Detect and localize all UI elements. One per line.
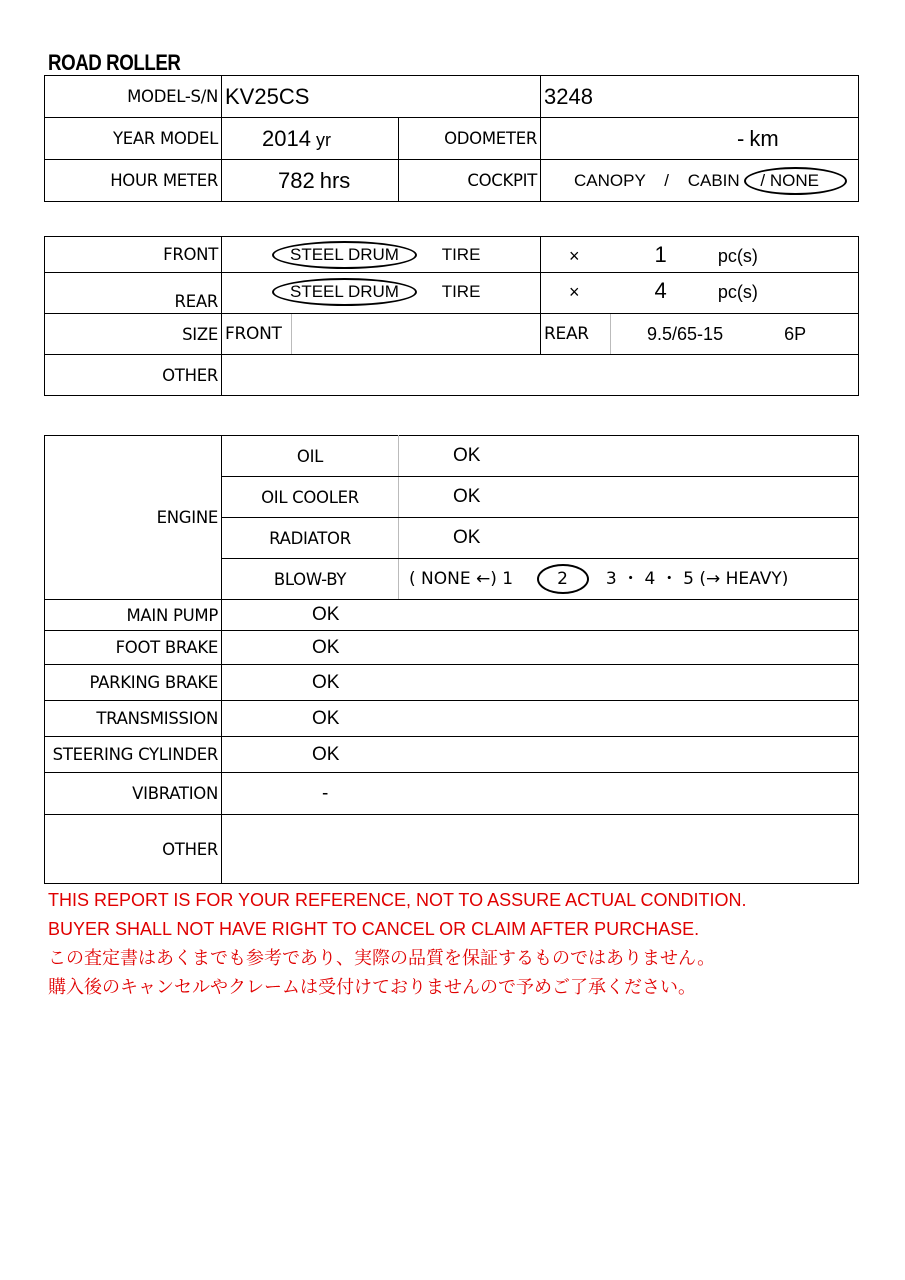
disclaimer-line: この査定書はあくまでも参考であり、実際の品質を保証するものではありません。 [48, 948, 716, 968]
transmission-row [45, 701, 859, 737]
front-qty-unit: pc(s) [717, 245, 758, 266]
tire-table [44, 236, 859, 396]
foot-brake-row [45, 631, 859, 665]
engine-label: ENGINE [45, 436, 222, 600]
tire-other-label: OTHER [45, 355, 222, 396]
parking-brake-label: PARKING BRAKE [45, 665, 222, 701]
model-sn-label: MODEL-S/N [45, 76, 222, 118]
front-qty-cell [541, 237, 859, 273]
hour-row [45, 160, 859, 202]
hour-unit: hrs [319, 167, 351, 193]
model-value: KV25CS [222, 76, 541, 118]
year-row [45, 118, 859, 160]
foot-brake-value: OK [222, 631, 859, 665]
rear-qty-cell [541, 273, 859, 314]
page-title: ROAD ROLLER [48, 50, 181, 75]
inspection-other-value [222, 815, 859, 884]
blowby-selected-value: 2 [537, 564, 589, 594]
year-model-label: YEAR MODEL [45, 118, 222, 160]
inspection-other-row [45, 815, 859, 884]
tire-other-row [45, 355, 859, 396]
rear-tire-option: TIRE [441, 282, 481, 301]
foot-brake-label: FOOT BRAKE [45, 631, 222, 665]
odometer-unit: km [749, 125, 779, 151]
size-rear-label: REAR [541, 314, 611, 355]
disclaimer [48, 886, 746, 1002]
year-unit: yr [315, 129, 331, 150]
oil-value: OK [399, 436, 859, 477]
blowby-scale [399, 559, 859, 600]
radiator-label: RADIATOR [222, 518, 399, 559]
main-pump-row [45, 600, 859, 631]
rear-times: × [569, 282, 580, 302]
odometer-label: ODOMETER [399, 118, 541, 160]
odometer-value: - [737, 125, 745, 151]
size-front-label: FRONT [222, 314, 292, 355]
front-label: FRONT [45, 237, 222, 273]
parking-brake-value: OK [222, 665, 859, 701]
front-qty: 1 [654, 241, 667, 267]
rear-label: REAR [45, 273, 222, 314]
hour-meter-label: HOUR METER [45, 160, 222, 202]
size-row [45, 314, 859, 355]
steering-cylinder-value: OK [222, 737, 859, 773]
oil-cooler-value: OK [399, 477, 859, 518]
radiator-value: OK [399, 518, 859, 559]
inspection-other-label: OTHER [45, 815, 222, 884]
disclaimer-line: BUYER SHALL NOT HAVE RIGHT TO CANCEL OR CLAIM AFTER PURCHASE. [48, 919, 700, 939]
rear-tire-row [45, 273, 859, 314]
vibration-value: - [222, 773, 859, 815]
front-steel-drum-selected: STEEL DRUM [272, 241, 417, 269]
main-pump-value: OK [222, 600, 859, 631]
size-rear-cell [611, 314, 859, 355]
model-row [45, 76, 859, 118]
odometer-cell [541, 118, 859, 160]
blowby-scale-end: 3 ・ 4 ・ 5 (→ HEAVY) [605, 569, 789, 589]
size-front-value [292, 314, 541, 355]
rear-qty: 4 [654, 278, 667, 303]
vibration-label: VIBRATION [45, 773, 222, 815]
hour-cell [222, 160, 399, 202]
machine-info-table [44, 75, 859, 202]
oil-label: OIL [222, 436, 399, 477]
front-tire-row [45, 237, 859, 273]
year-cell [222, 118, 399, 160]
rear-type-cell [222, 273, 541, 314]
transmission-value: OK [222, 701, 859, 737]
disclaimer-line: THIS REPORT IS FOR YOUR REFERENCE, NOT TO ASSURE ACTUAL CONDITION. [48, 890, 747, 910]
steering-cylinder-label: STEERING CYLINDER [45, 737, 222, 773]
tire-other-value [222, 355, 859, 396]
front-times: × [569, 245, 580, 266]
vibration-row [45, 773, 859, 815]
hour-value: 782 [278, 167, 315, 193]
cockpit-separator: / [664, 170, 669, 190]
oil-cooler-label: OIL COOLER [222, 477, 399, 518]
blowby-label: BLOW-BY [222, 559, 399, 600]
oil-row [45, 436, 859, 477]
size-rear-value: 9.5/65-15 [647, 323, 724, 344]
cockpit-option-cabin: CABIN [687, 170, 740, 190]
steering-cylinder-row [45, 737, 859, 773]
disclaimer-line: 購入後のキャンセルやクレームは受付けておりませんので予めご了承ください。 [48, 977, 696, 997]
blowby-scale-start: ( NONE ←) 1 [409, 569, 514, 589]
size-label: SIZE [45, 314, 222, 355]
cockpit-label: COCKPIT [399, 160, 541, 202]
parking-brake-row [45, 665, 859, 701]
cockpit-option-canopy: CANOPY [574, 170, 646, 190]
front-type-cell [222, 237, 541, 273]
cockpit-options [541, 160, 859, 202]
front-tire-option: TIRE [441, 244, 481, 264]
size-rear-ply: 6P [784, 323, 807, 344]
serial-value: 3248 [541, 76, 859, 118]
inspection-table [44, 435, 859, 884]
rear-steel-drum-selected: STEEL DRUM [272, 278, 417, 306]
transmission-label: TRANSMISSION [45, 701, 222, 737]
year-value: 2014 [262, 125, 311, 151]
main-pump-label: MAIN PUMP [45, 600, 222, 631]
rear-qty-unit: pc(s) [717, 282, 758, 302]
cockpit-option-none-selected: / NONE [744, 167, 847, 195]
